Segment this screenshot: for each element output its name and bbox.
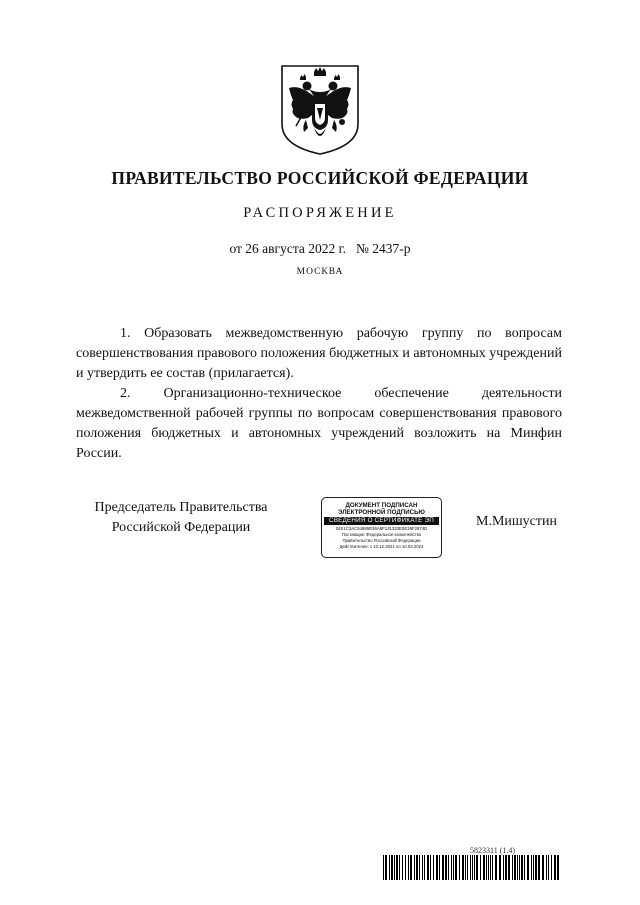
signatory-name: М.Мишустин: [476, 514, 557, 529]
stamp-issuer-line-2: Правительство Российской Федерации: [342, 537, 421, 543]
stamp-validity: Действителен: с 10.12.2021 по 10.03.2023: [339, 543, 424, 549]
paragraph-2: 2. Организационно-техническое обеспечение деятельности межведомственной рабочей группы по вопросам совершенствования правового положения бюджетных и автономных учреждений возложить на Минфин России.: [76, 386, 562, 461]
signatory-position-line-1: Председатель Правительства: [94, 500, 268, 515]
document-city: МОСКВА: [296, 267, 344, 277]
stamp-certificate-bar: СВЕДЕНИЯ О СЕРТИФИКАТЕ ЭП: [324, 517, 439, 525]
document-number: № 2437-р: [356, 241, 411, 256]
stamp-title-line-2: ЭЛЕКТРОННОЙ ПОДПИСЬЮ: [338, 509, 425, 516]
document-date-line: [0, 241, 640, 257]
stamp-title-line-1: ДОКУМЕНТ ПОДПИСАН: [345, 502, 418, 509]
paragraph-1: 1. Образовать межведомственную рабочую группу по вопросам совершенствования правового положения бюджетных и автономных учреждений и утвердить ее состав (прилагается).: [76, 326, 562, 381]
signatory-position: [76, 498, 286, 538]
stamp-issuer-line-1: Поставщик: Федеральное казначейство: [341, 532, 422, 537]
electronic-signature-stamp: [321, 497, 442, 558]
signatory-position-line-2: Российской Федерации: [111, 520, 251, 535]
stamp-title: [322, 502, 441, 516]
document-date: от 26 августа 2022 г.: [229, 241, 347, 256]
document-body: [76, 324, 562, 464]
coat-of-arms-icon: [276, 62, 364, 156]
document-type: РАСПОРЯЖЕНИЕ: [243, 205, 397, 221]
barcode-icon: [383, 855, 561, 880]
stamp-certificate-number: 04E1C3AC54689E36A8F131333E0E39F2974D: [335, 526, 428, 531]
government-title: ПРАВИТЕЛЬСТВО РОССИЙСКОЙ ФЕДЕРАЦИИ: [111, 168, 529, 188]
document-code: 5823311 (1.4): [470, 846, 516, 855]
